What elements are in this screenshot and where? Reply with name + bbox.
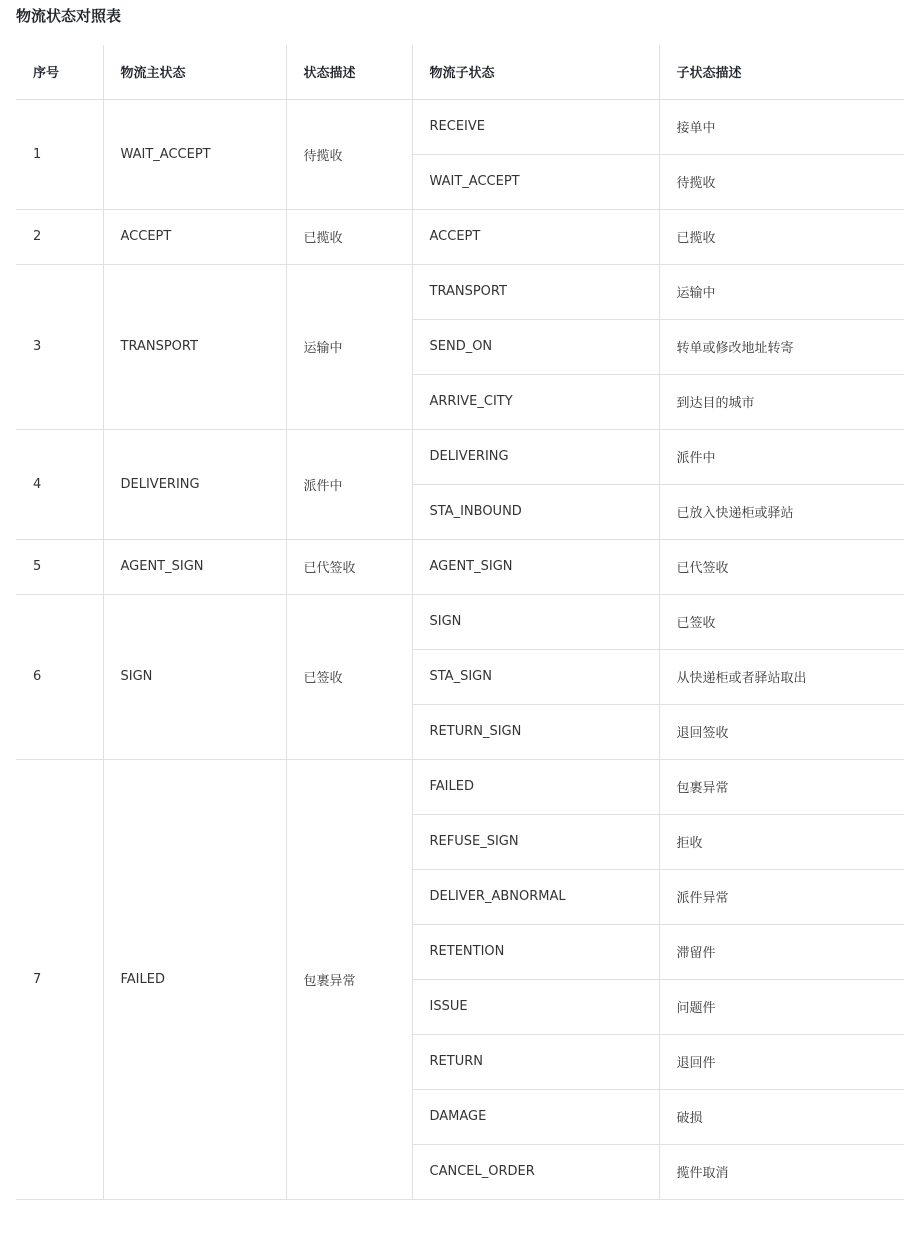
header-status-desc: 状态描述 (286, 45, 412, 99)
sub-status-cell: DELIVER_ABNORMAL (412, 869, 659, 924)
header-row (16, 45, 904, 99)
sub-status-cell: ACCEPT (412, 209, 659, 264)
main-status-cell: SIGN (103, 594, 286, 759)
sub-status-cell: FAILED (412, 759, 659, 814)
status-desc-cell: 待揽收 (286, 99, 412, 209)
sub-status-cell: ISSUE (412, 979, 659, 1034)
sub-desc-cell: 揽件取消 (659, 1144, 904, 1199)
sub-desc-cell: 已签收 (659, 594, 904, 649)
index-cell: 5 (16, 539, 103, 594)
sub-desc-cell: 已放入快递柜或驿站 (659, 484, 904, 539)
header-index: 序号 (16, 45, 103, 99)
sub-desc-cell: 已揽收 (659, 209, 904, 264)
sub-status-cell: RETURN (412, 1034, 659, 1089)
status-desc-cell: 包裹异常 (286, 759, 412, 1199)
sub-desc-cell: 退回签收 (659, 704, 904, 759)
main-status-cell: DELIVERING (103, 429, 286, 539)
sub-desc-cell: 破损 (659, 1089, 904, 1144)
table-row (16, 429, 904, 484)
status-desc-cell: 派件中 (286, 429, 412, 539)
index-cell: 3 (16, 264, 103, 429)
header-sub-desc: 子状态描述 (659, 45, 904, 99)
sub-status-cell: STA_SIGN (412, 649, 659, 704)
main-status-cell: TRANSPORT (103, 264, 286, 429)
sub-status-cell: RECEIVE (412, 99, 659, 154)
table-row (16, 759, 904, 814)
main-status-cell: WAIT_ACCEPT (103, 99, 286, 209)
table-row (16, 264, 904, 319)
table-body (16, 99, 904, 1199)
sub-status-cell: TRANSPORT (412, 264, 659, 319)
sub-desc-cell: 已代签收 (659, 539, 904, 594)
main-status-cell: FAILED (103, 759, 286, 1199)
status-desc-cell: 已签收 (286, 594, 412, 759)
index-cell: 2 (16, 209, 103, 264)
sub-desc-cell: 退回件 (659, 1034, 904, 1089)
status-desc-cell: 运输中 (286, 264, 412, 429)
sub-status-cell: RETURN_SIGN (412, 704, 659, 759)
sub-status-cell: DELIVERING (412, 429, 659, 484)
sub-desc-cell: 待揽收 (659, 154, 904, 209)
index-cell: 7 (16, 759, 103, 1199)
sub-status-cell: AGENT_SIGN (412, 539, 659, 594)
sub-desc-cell: 派件异常 (659, 869, 904, 924)
index-cell: 6 (16, 594, 103, 759)
sub-desc-cell: 接单中 (659, 99, 904, 154)
sub-desc-cell: 问题件 (659, 979, 904, 1034)
main-status-cell: ACCEPT (103, 209, 286, 264)
sub-status-cell: STA_INBOUND (412, 484, 659, 539)
sub-status-cell: CANCEL_ORDER (412, 1144, 659, 1199)
sub-desc-cell: 派件中 (659, 429, 904, 484)
sub-status-cell: ARRIVE_CITY (412, 374, 659, 429)
status-desc-cell: 已揽收 (286, 209, 412, 264)
main-status-cell: AGENT_SIGN (103, 539, 286, 594)
index-cell: 4 (16, 429, 103, 539)
page-title: 物流状态对照表 (16, 7, 122, 25)
table-row (16, 594, 904, 649)
sub-desc-cell: 转单或修改地址转寄 (659, 319, 904, 374)
sub-desc-cell: 滞留件 (659, 924, 904, 979)
table-row (16, 209, 904, 264)
sub-desc-cell: 运输中 (659, 264, 904, 319)
sub-status-cell: DAMAGE (412, 1089, 659, 1144)
index-cell: 1 (16, 99, 103, 209)
sub-desc-cell: 到达目的城市 (659, 374, 904, 429)
sub-status-cell: SEND_ON (412, 319, 659, 374)
sub-status-cell: WAIT_ACCEPT (412, 154, 659, 209)
sub-status-cell: REFUSE_SIGN (412, 814, 659, 869)
status-desc-cell: 已代签收 (286, 539, 412, 594)
sub-status-cell: RETENTION (412, 924, 659, 979)
table-row (16, 99, 904, 154)
sub-status-cell: SIGN (412, 594, 659, 649)
header-sub-status: 物流子状态 (412, 45, 659, 99)
sub-desc-cell: 拒收 (659, 814, 904, 869)
logistics-status-table (16, 45, 904, 1200)
sub-desc-cell: 从快递柜或者驿站取出 (659, 649, 904, 704)
sub-desc-cell: 包裹异常 (659, 759, 904, 814)
table-row (16, 539, 904, 594)
header-main-status: 物流主状态 (103, 45, 286, 99)
